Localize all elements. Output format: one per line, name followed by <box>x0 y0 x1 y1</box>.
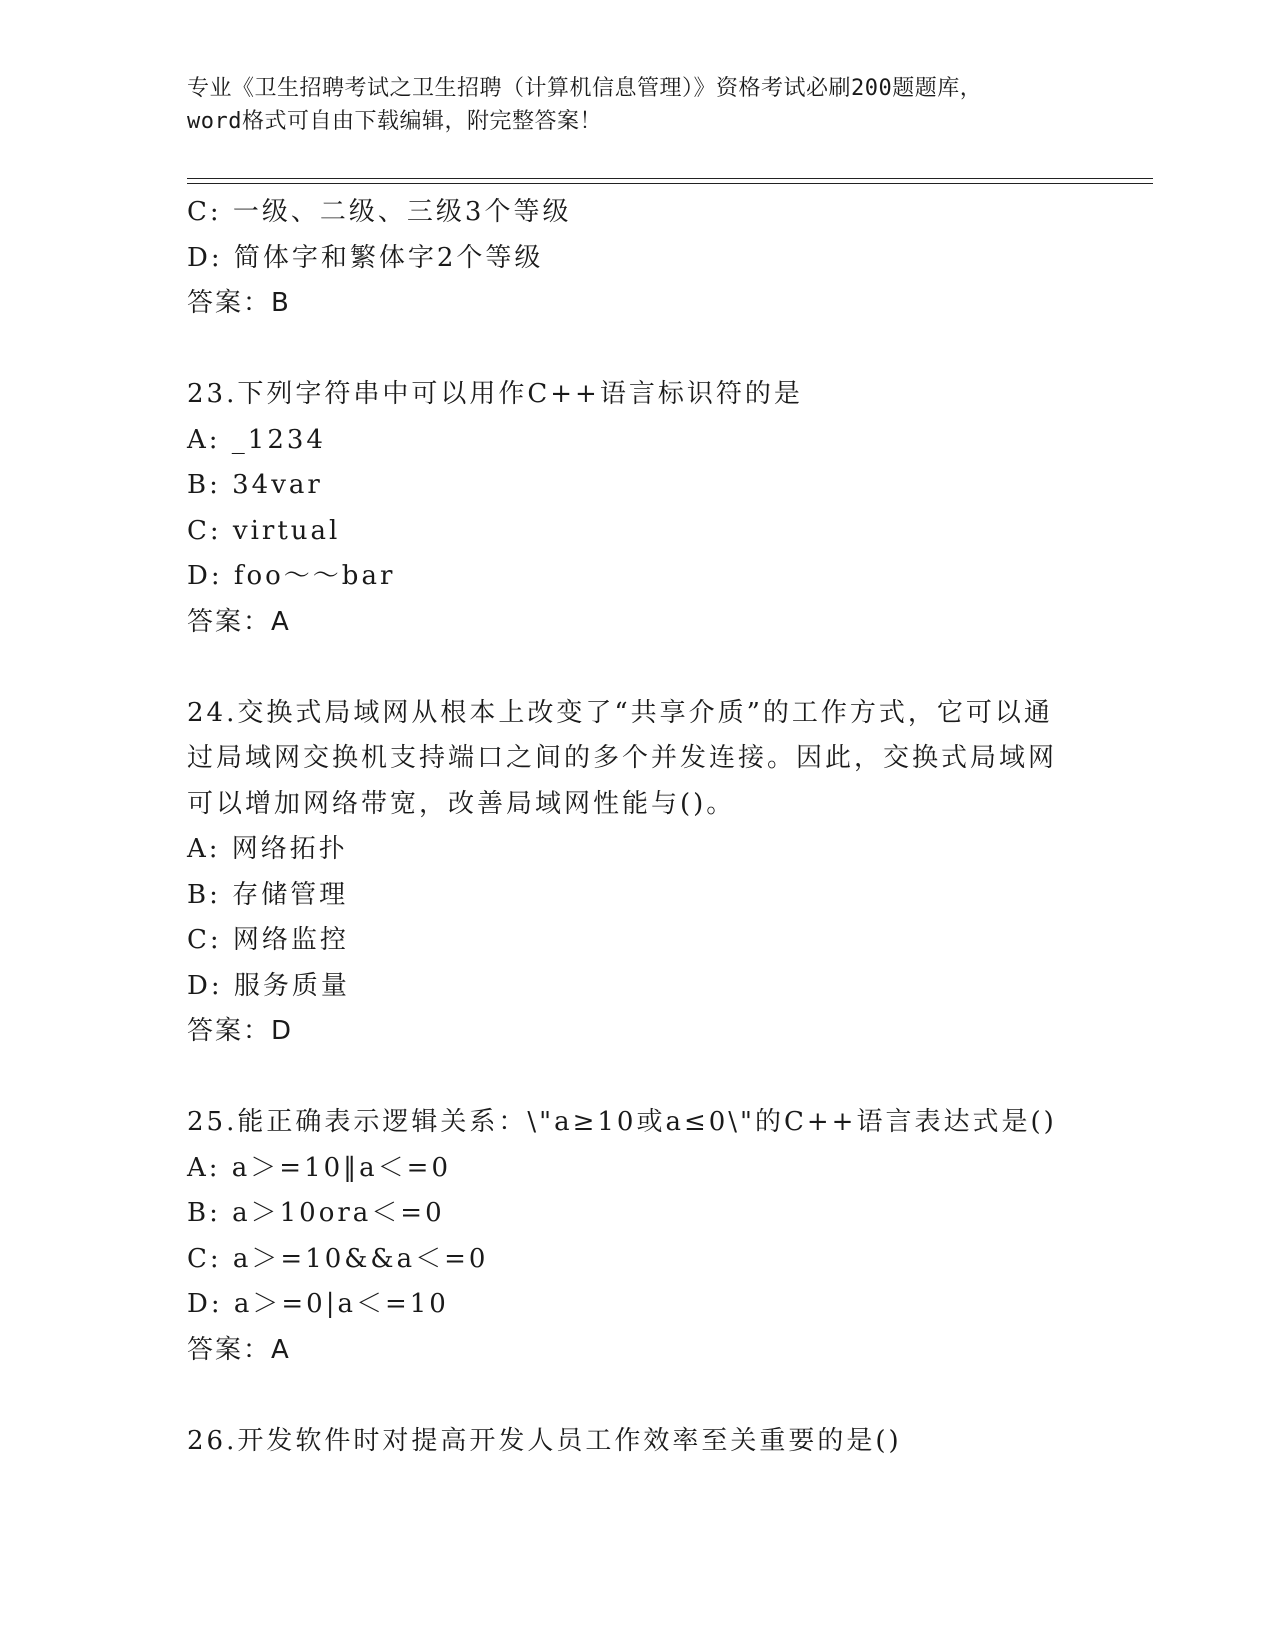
question-stem-line-2: 过局域网交换机支持端口之间的多个并发连接。因此，交换式局域网 <box>187 743 1058 773</box>
option-a: A: a＞=10‖a＜=0 <box>187 1152 451 1183</box>
option-d: D: a＞=0|a＜=10 <box>187 1289 449 1319</box>
question-stem: 26.开发软件时对提高开发人员工作效率至关重要的是() <box>187 1425 902 1456</box>
header-divider-top <box>187 178 1153 179</box>
question-fragment <box>187 190 1087 327</box>
question-26 <box>187 1419 1087 1465</box>
option-d: D: 简体字和繁体字2个等级 <box>187 242 544 273</box>
answer-line: 答案：A <box>187 606 291 637</box>
header-divider-bottom <box>187 183 1153 184</box>
question-24 <box>187 691 1087 1055</box>
option-c: C: 网络监控 <box>187 925 349 955</box>
spacer <box>187 327 1087 373</box>
option-a: A: _1234 <box>187 424 326 455</box>
question-stem-line-3: 可以增加网络带宽，改善局域网性能与()。 <box>187 788 736 819</box>
option-c: C: 一级、二级、三级3个等级 <box>187 197 572 227</box>
header-line-2: word格式可自由下载编辑，附完整答案！ <box>187 109 602 134</box>
spacer <box>187 1373 1087 1419</box>
answer-line: 答案：D <box>187 1016 294 1046</box>
question-stem: 25.能正确表示逻辑关系：\"a≥10或a≤0\"的C++语言表达式是() <box>187 1107 1057 1137</box>
option-c: C: virtual <box>187 515 341 546</box>
document-header <box>187 72 1067 138</box>
question-stem-line-1: 24.交换式局域网从根本上改变了“共享介质”的工作方式，它可以通 <box>187 697 1053 728</box>
question-23 <box>187 372 1087 645</box>
option-b: B: a＞10ora＜=0 <box>187 1198 445 1228</box>
option-d: D: 服务质量 <box>187 970 350 1001</box>
option-a: A: 网络拓扑 <box>187 834 348 864</box>
answer-line: 答案：B <box>187 288 291 318</box>
option-d: D: foo～～bar <box>187 561 396 591</box>
option-c: C: a＞=10&&a＜=0 <box>187 1243 489 1274</box>
spacer <box>187 645 1087 691</box>
spacer <box>187 1055 1087 1101</box>
question-stem: 23.下列字符串中可以用作C++语言标识符的是 <box>187 379 803 409</box>
question-25 <box>187 1100 1087 1373</box>
answer-line: 答案：A <box>187 1334 291 1365</box>
option-b: B: 存储管理 <box>187 879 349 910</box>
option-b: B: 34var <box>187 470 323 500</box>
question-list <box>187 190 1087 1464</box>
header-line-1: 专业《卫生招聘考试之卫生招聘（计算机信息管理）》资格考试必刷200题题库， <box>187 76 983 101</box>
